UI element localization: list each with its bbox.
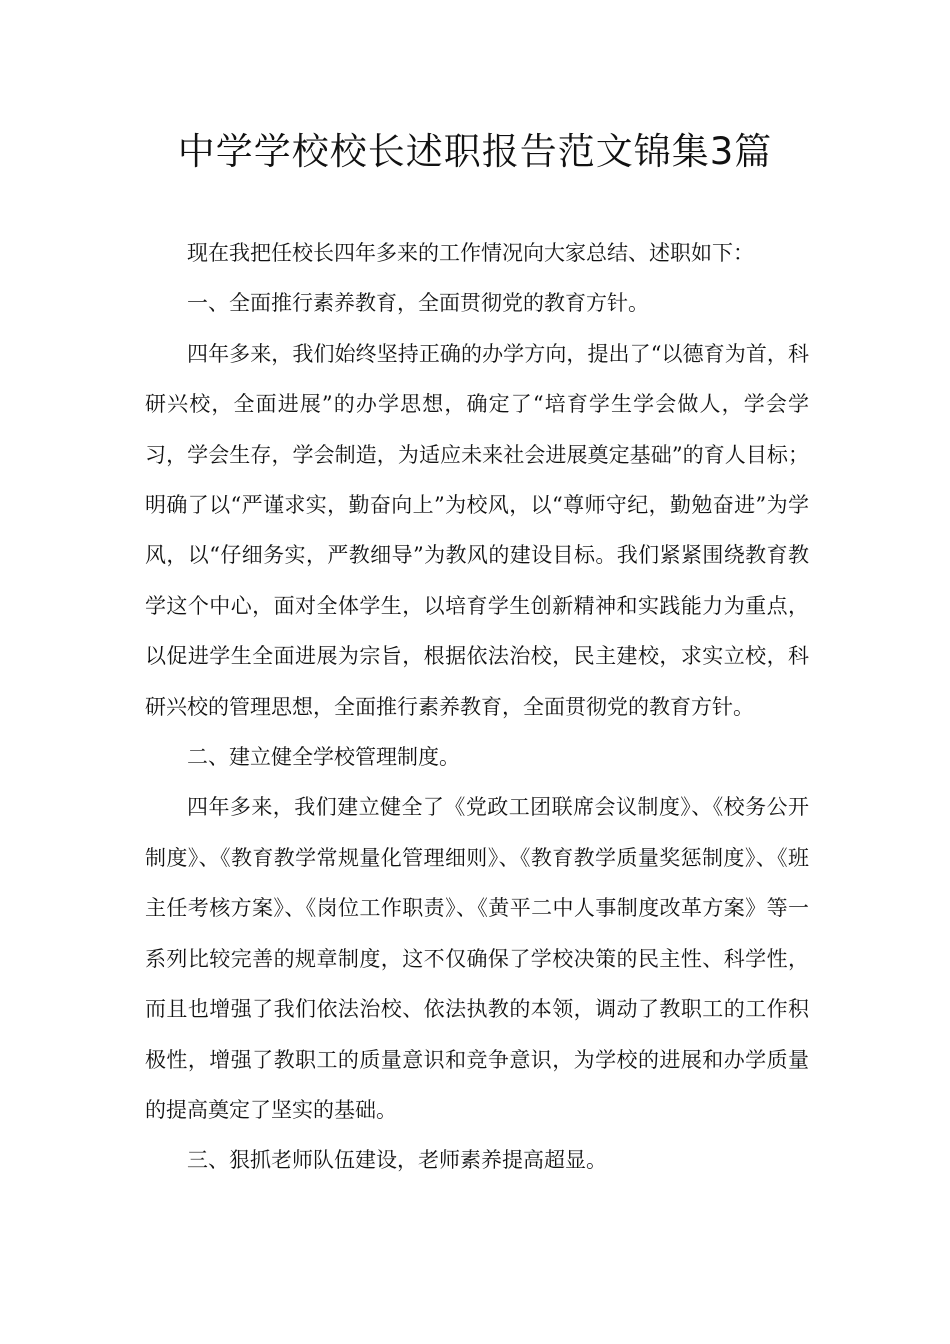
section-heading-3: 三、狠抓老师队伍建设，老师素养提高超显。: [187, 1148, 607, 1173]
section-heading-2: 二、建立健全学校管理制度。: [187, 745, 460, 770]
section-heading-1: 一、全面推行素养教育，全面贯彻党的教育方针。: [187, 291, 649, 316]
document-title: 中学学校校长述职报告范文锦集3篇: [177, 130, 773, 173]
section-2-paragraph: 四年多来，我们建立健全了《党政工团联席会议制度》、《校务公开制度》、《教育教学常规量化管理细则》、《教育教学质量奖惩制度》、《班主任考核方案》、《岗位工作职责》、《黄平二中人事制度改革方案》等一系列比较完善的规章制度，这不仅确保了学校决策的民主性、科学性，而且也增强了我们依法治校、依法执教的本领，调动了教职工的工作积极性，增强了教职工的质量意识和竞争意识，为学校的进展和办学质量的提高奠定了坚实的基础。: [145, 795, 809, 1122]
section-1-paragraph: 四年多来，我们始终坚持正确的办学方向，提出了“以德育为首，科研兴校，全面进展”的办学思想，确定了“培育学生学会做人，学会学习，学会生存，学会制造，为适应未来社会进展奠定基础”的育人目标；明确了以“严谨求实，勤奋向上”为校风，以“尊师守纪，勤勉奋进”为学风，以“仔细务实，严教细导”为教风的建设目标。我们紧紧围绕教育教学这个中心，面对全体学生，以培育学生创新精神和实践能力为重点，以促进学生全面进展为宗旨，根据依法治校，民主建校，求实立校，科研兴校的管理思想，全面推行素养教育，全面贯彻党的教育方针。: [145, 341, 809, 719]
document-body: [145, 228, 809, 1186]
intro-paragraph: 现在我把任校长四年多来的工作情况向大家总结、述职如下：: [187, 241, 754, 265]
